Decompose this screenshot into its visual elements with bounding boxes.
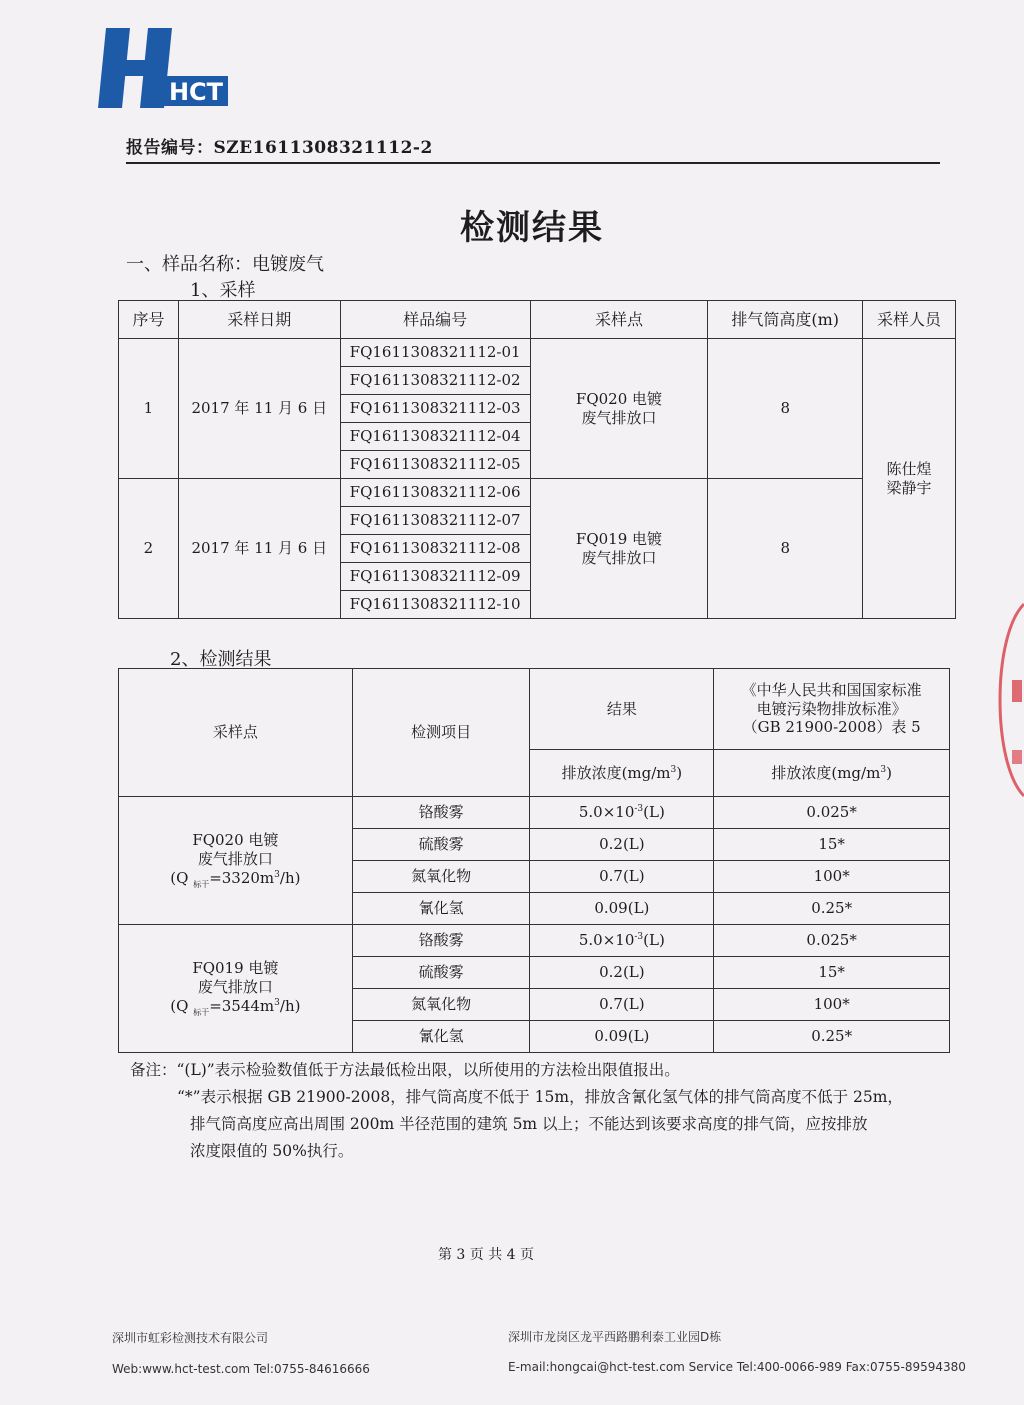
test-item: 硫酸雾	[352, 957, 530, 989]
limit-value: 100*	[714, 861, 950, 893]
row-number: 2	[119, 479, 179, 619]
sampling-date: 2017 年 11 月 6 日	[178, 479, 340, 619]
sample-id: FQ1611308321112-02	[340, 367, 530, 395]
test-item: 铬酸雾	[352, 797, 530, 829]
test-result: 0.7(L)	[530, 989, 714, 1021]
header-cell: 样品编号	[340, 301, 530, 339]
subsection-results: 2、检测结果	[170, 649, 272, 670]
sample-id: FQ1611308321112-03	[340, 395, 530, 423]
header-concentration: 排放浓度$(mg/m^3)$	[530, 750, 714, 797]
subsection-sampling: 1、采样	[190, 280, 256, 301]
footer-web-tel: Web:www.hct-test.com Tel:0755-84616666	[112, 1362, 370, 1376]
limit-value: 100*	[714, 989, 950, 1021]
limit-value: 0.25*	[714, 1021, 950, 1053]
sample-id: FQ1611308321112-07	[340, 507, 530, 535]
limit-value: 15*	[714, 829, 950, 861]
header-concentration-limit: 排放浓度$(mg/m^3)$	[714, 750, 950, 797]
header-cell: 采样人员	[863, 301, 956, 339]
header-test-item: 检测项目	[352, 669, 530, 797]
test-result: $5.0\times 10^{-3}(L)$	[530, 925, 714, 957]
sampling-date: 2017 年 11 月 6 日	[178, 339, 340, 479]
test-result: 0.7(L)	[530, 861, 714, 893]
sample-id: FQ1611308321112-06	[340, 479, 530, 507]
note-line: 排气筒高度应高出周围 200m 半径范围的建筑 5m 以上；不能达到该要求高度的排气筒，应按排放	[190, 1115, 868, 1133]
test-item: 硫酸雾	[352, 829, 530, 861]
row-number: 1	[119, 339, 179, 479]
test-item: 氰化氢	[352, 1021, 530, 1053]
sample-id: FQ1611308321112-04	[340, 423, 530, 451]
sample-id: FQ1611308321112-08	[340, 535, 530, 563]
header-rule	[126, 162, 940, 164]
header-cell: 序号	[119, 301, 179, 339]
page-title: 检测结果	[460, 208, 604, 248]
test-item: 氮氧化物	[352, 989, 530, 1021]
report-number: 报告编号：SZE1611308321112-2	[126, 138, 433, 158]
test-result: 0.09(L)	[530, 1021, 714, 1053]
header-cell: 采样日期	[178, 301, 340, 339]
header-cell: 采样点	[530, 301, 708, 339]
section-sample-name: 一、样品名称：电镀废气	[126, 254, 324, 275]
logo-text: HCT	[168, 78, 224, 106]
seal-stamp	[990, 600, 1024, 800]
test-result: 0.09(L)	[530, 893, 714, 925]
footer-company: 深圳市虹彩检测技术有限公司	[112, 1331, 269, 1345]
sample-id: FQ1611308321112-09	[340, 563, 530, 591]
sampling-personnel: 陈仕煌 梁静宇	[863, 339, 956, 619]
company-logo	[92, 24, 232, 112]
sampling-table	[118, 300, 956, 619]
stack-height: 8	[708, 479, 863, 619]
header-standard: 《中华人民共和国国家标准 电镀污染物排放标准》 （GB 21900-2008）表 5	[714, 669, 950, 750]
header-cell: 排气筒高度(m)	[708, 301, 863, 339]
sampling-point: FQ019 电镀 废气排放口 (Q $_{标干}=3544m^3/h$)	[119, 925, 353, 1053]
test-item: 铬酸雾	[352, 925, 530, 957]
header-sampling-point: 采样点	[119, 669, 353, 797]
test-result: $5.0\times 10^{-3}(L)$	[530, 797, 714, 829]
test-item: 氰化氢	[352, 893, 530, 925]
sample-id: FQ1611308321112-05	[340, 451, 530, 479]
footer-contact: E-mail:hongcai@hct-test.com Service Tel:400-0066-989 Fax:0755-89594380	[508, 1360, 966, 1374]
test-result: 0.2(L)	[530, 829, 714, 861]
limit-value: 0.025*	[714, 925, 950, 957]
test-result: 0.2(L)	[530, 957, 714, 989]
sampling-point: FQ019 电镀 废气排放口	[530, 479, 708, 619]
page-number: 第 3 页 共 4 页	[437, 1247, 535, 1263]
note-line: 备注：“(L)”表示检验数值低于方法最低检出限，以所使用的方法检出限值报出。	[130, 1061, 680, 1079]
test-item: 氮氧化物	[352, 861, 530, 893]
stack-height: 8	[708, 339, 863, 479]
note-line: 浓度限值的 50%执行。	[190, 1142, 354, 1160]
sample-id: FQ1611308321112-10	[340, 591, 530, 619]
sample-id: FQ1611308321112-01	[340, 339, 530, 367]
limit-value: 0.25*	[714, 893, 950, 925]
limit-value: 15*	[714, 957, 950, 989]
note-line: “*”表示根据 GB 21900-2008，排气筒高度不低于 15m，排放含氰化氢气体的排气筒高度不低于 25m，	[177, 1088, 903, 1106]
results-table	[118, 668, 950, 1053]
header-result: 结果	[530, 669, 714, 750]
notes	[130, 1057, 945, 1165]
limit-value: 0.025*	[714, 797, 950, 829]
sampling-point: FQ020 电镀 废气排放口	[530, 339, 708, 479]
sampling-point: FQ020 电镀 废气排放口 (Q $_{标干}=3320m^3/h$)	[119, 797, 353, 925]
footer-address: 深圳市龙岗区龙平西路鹏利泰工业园D栋	[508, 1330, 722, 1344]
